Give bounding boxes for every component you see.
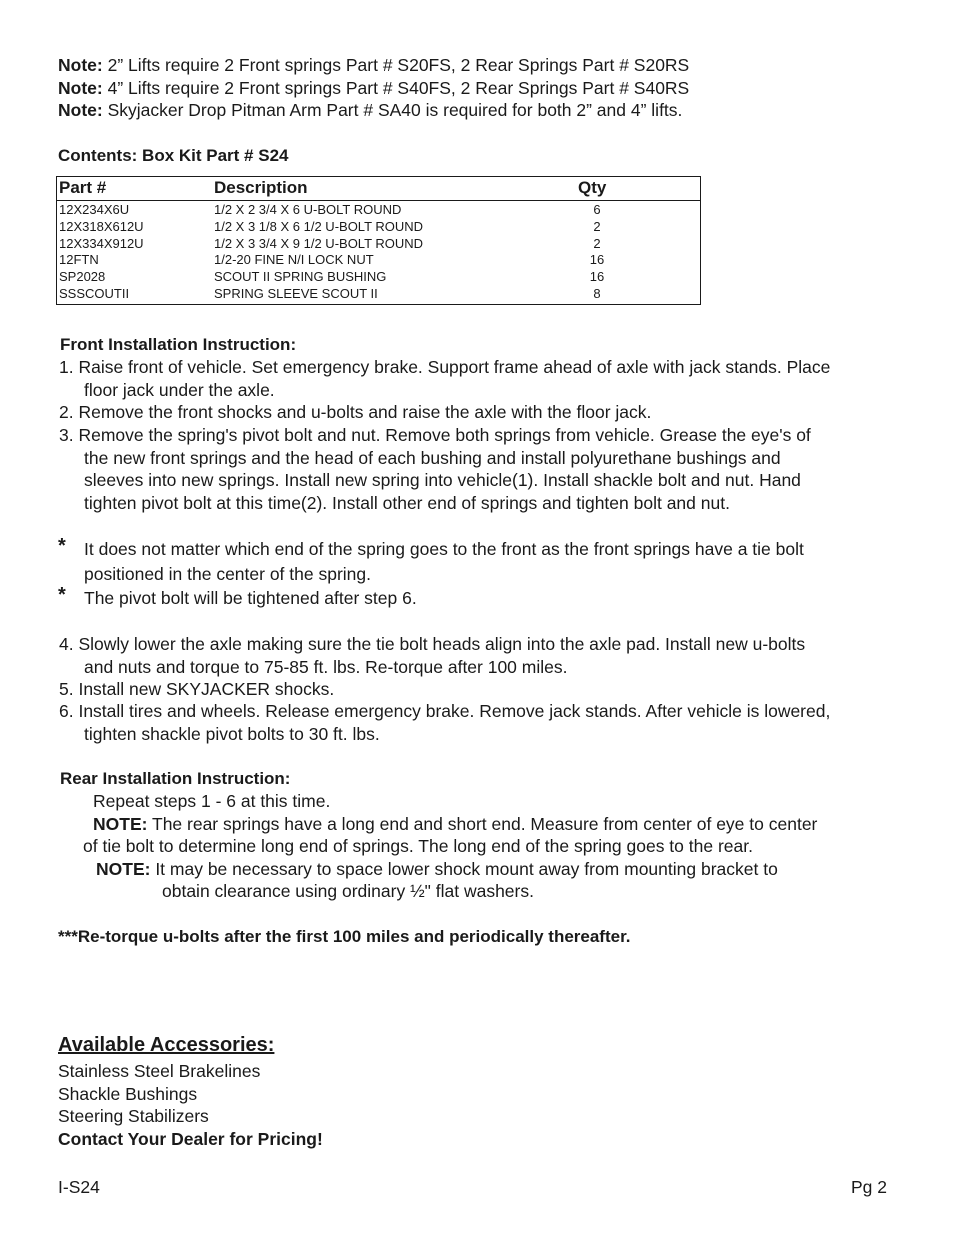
document-id: I-S24 [58,1177,100,1197]
note-text: 2” Lifts require 2 Front springs Part # S20FS, 2 Rear Springs Part # S20RS [102,55,690,75]
note-line: It does not matter which end of the spring goes to the front as the front springs have a tie bolt [84,539,804,559]
cell-part: 12X334X912U [59,235,144,251]
table-row [57,236,700,253]
accessories-title: Available Accessories: [58,1034,275,1056]
note-label: Note: [58,100,103,120]
front-step-3 [59,424,811,514]
front-step-1 [59,356,830,401]
accessory-item: Shackle Bushings [58,1083,198,1104]
asterisk-icon: * [58,584,66,606]
rear-section-title: Rear Installation Instruction: [60,769,291,788]
front-step-6 [59,700,830,745]
table-row [57,219,700,236]
note-text: 4” Lifts require 2 Front springs Part # S40FS, 2 Rear Springs Part # S40RS [102,77,690,98]
cell-description: 1/2 X 2 3/4 X 6 U-BOLT ROUND [214,202,402,217]
front-star-note-1 [84,538,804,585]
header-part: Part # [59,178,107,197]
step-line: floor jack under the axle. [84,379,275,400]
cell-qty: 2 [593,235,601,251]
cell-part: 12X234X6U [59,202,130,217]
step-line: sleeves into new springs. Install new spring into vehicle(1). Install shackle bolt and nut. Hand [84,470,801,490]
front-step-2: 2. Remove the front shocks and u-bolts and raise the axle with the floor jack. [59,402,652,422]
note-label: NOTE: [93,814,148,834]
cell-description: SCOUT II SPRING BUSHING [214,269,387,285]
table-header [57,177,700,201]
step-line: and nuts and torque to 75-85 ft. lbs. Re-torque after 100 miles. [84,656,568,677]
cell-part: SP2028 [59,269,106,285]
cell-part: 12FTN [59,252,99,268]
header-qty: Qty [578,178,607,197]
header-description: Description [214,178,308,197]
note-text: It may be necessary to space lower shock mount away from mounting bracket to [150,859,778,879]
note-line [58,77,689,100]
accessory-item: Stainless Steel Brakelines [58,1061,261,1081]
front-step-5: 5. Install new SKYJACKER shocks. [59,679,335,699]
table-row [57,269,700,286]
rear-note-2-line-2: obtain clearance using ordinary ½" flat washers. [162,881,534,901]
cell-qty: 6 [593,202,601,217]
note-text: Skyjacker Drop Pitman Arm Part # SA40 is required for both 2” and 4” lifts. [102,100,683,120]
note-line [58,54,689,77]
front-star-note-2: The pivot bolt will be tightened after step 6. [84,588,417,608]
rear-note-1-line-1 [93,813,817,836]
step-line: 6. Install tires and wheels. Release emergency brake. Remove jack stands. After vehicle is lowered, [59,701,831,721]
note-line: positioned in the center of the spring. [84,563,371,584]
parts-table [56,176,701,305]
cell-qty: 16 [589,252,605,268]
accessories-list [58,1060,323,1150]
retorque-warning: ***Re-torque u-bolts after the first 100 miles and periodically thereafter. [58,927,631,946]
step-line: tighten pivot bolt at this time(2). Install other end of springs and tighten bolt and nut. [84,492,730,513]
rear-note-2-line-1 [96,858,778,881]
cell-part: 12X318X612U [59,218,144,234]
step-line: 3. Remove the spring's pivot bolt and nut. Remove both springs from vehicle. Grease the eye's of [59,425,811,445]
cell-description: 1/2 X 3 1/8 X 6 1/2 U-BOLT ROUND [214,218,424,234]
cell-qty: 2 [593,218,601,234]
notes-block [58,54,689,122]
cell-qty: 16 [589,269,605,285]
table-row [57,202,700,219]
contents-title: Contents: Box Kit Part # S24 [58,146,289,165]
step-line: tighten shackle pivot bolts to 30 ft. lbs. [84,723,380,744]
step-line: 4. Slowly lower the axle making sure the tie bolt heads align into the axle pad. Install new u-bolts [59,634,806,654]
asterisk-icon: * [58,535,66,557]
cell-description: 1/2-20 FINE N/I LOCK NUT [214,252,374,268]
table-row [57,252,700,269]
step-line: the new front springs and the head of each bushing and install polyurethane bushings and [84,447,781,468]
contact-dealer: Contact Your Dealer for Pricing! [58,1128,323,1149]
cell-qty: 8 [593,286,601,301]
accessory-item: Steering Stabilizers [58,1106,209,1126]
cell-part: SSSCOUTII [59,286,130,301]
note-text: The rear springs have a long end and short end. Measure from center of eye to center [147,814,818,834]
note-label: Note: [58,77,103,98]
note-line [58,99,689,122]
cell-description: 1/2 X 3 3/4 X 9 1/2 U-BOLT ROUND [214,235,424,251]
cell-description: SPRING SLEEVE SCOUT II [214,286,378,301]
table-row [57,286,700,303]
note-label: NOTE: [96,859,151,879]
front-section-title: Front Installation Instruction: [60,335,297,354]
rear-repeat: Repeat steps 1 - 6 at this time. [93,791,331,811]
front-step-4 [59,633,805,678]
step-line: 1. Raise front of vehicle. Set emergency brake. Support frame ahead of axle with jack stands. Place [59,357,831,377]
page-number: Pg 2 [851,1177,887,1197]
rear-note-1-line-2: of tie bolt to determine long end of springs. The long end of the spring goes to the rear. [83,836,753,856]
note-label: Note: [58,55,103,75]
